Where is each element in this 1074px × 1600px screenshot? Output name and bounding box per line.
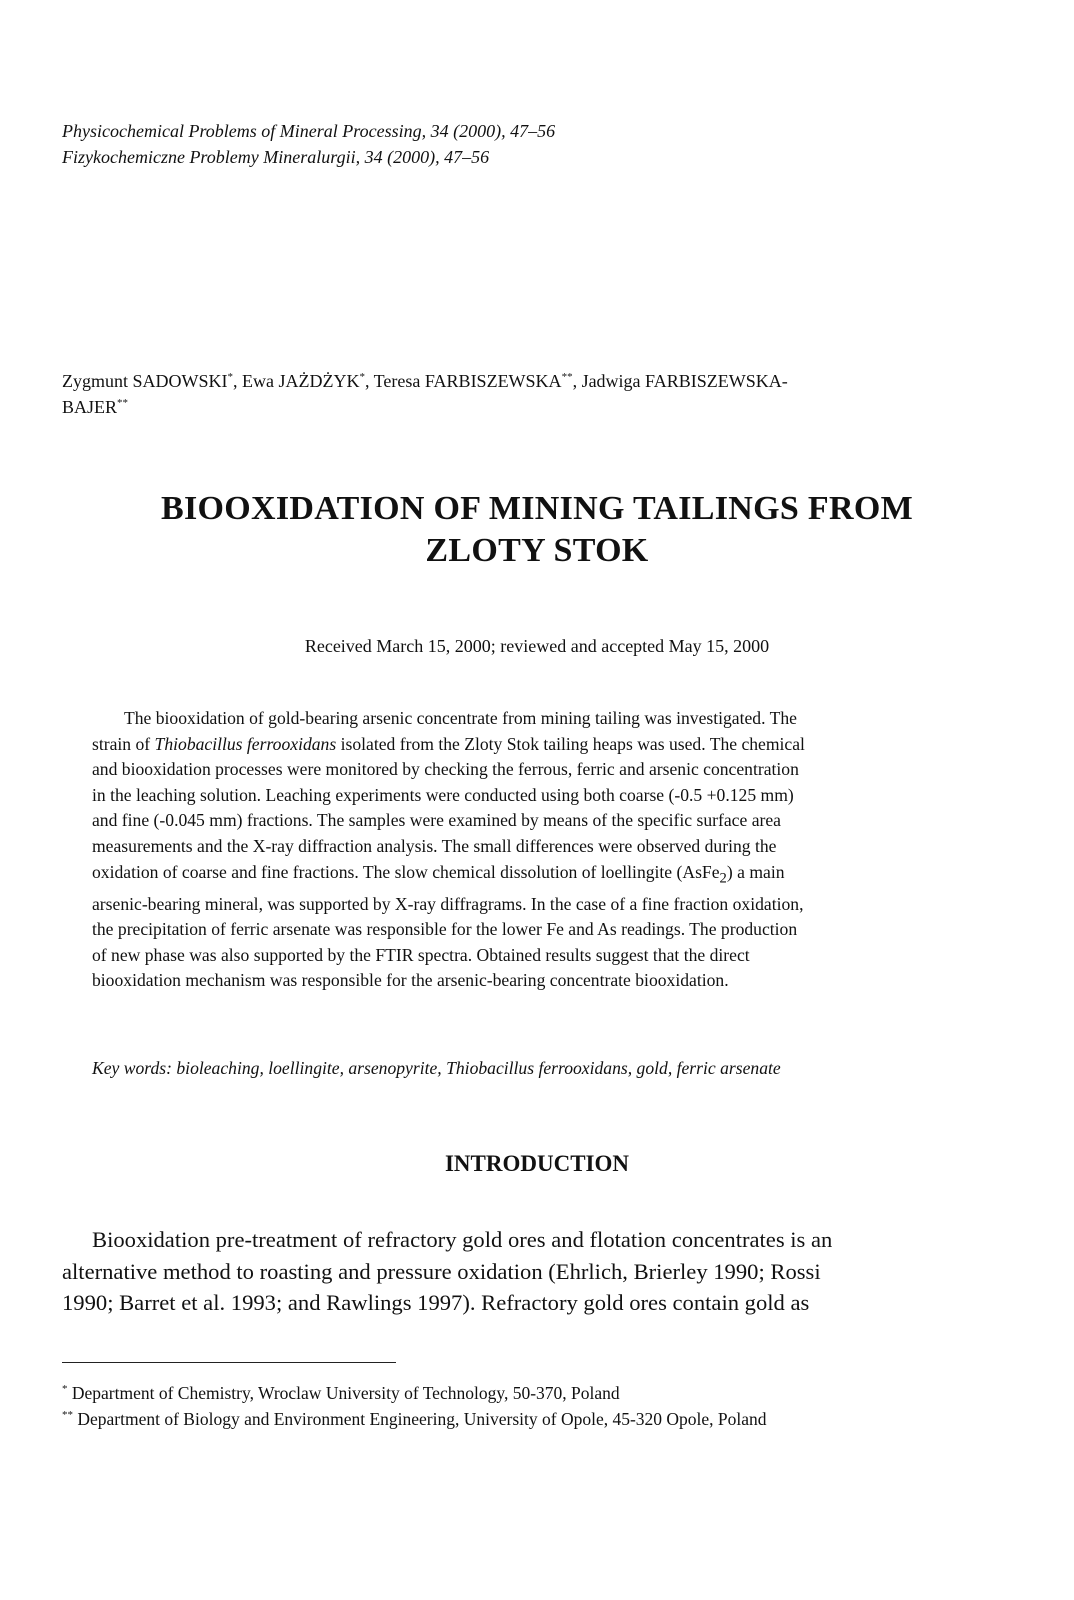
footnote: ** Department of Biology and Environment Engineering, University of Opole, 45-320 Opole, Poland — [62, 1409, 767, 1429]
body-paragraph — [62, 1224, 950, 1319]
journal-citation — [62, 118, 555, 170]
author-list: Zygmunt SADOWSKI*, Ewa JAŻDŻYK*, Teresa FARBISZEWSKA**, Jadwiga FARBISZEWSKA- BAJER** — [62, 371, 788, 417]
affiliation-mark: * — [359, 371, 365, 383]
abstract-line: strain of Thiobacillus ferrooxidans isolated from the Zloty Stok tailing heaps was used. The chemical — [92, 733, 805, 754]
abstract-line: and biooxidation processes were monitored by checking the ferrous, ferric and arsenic concentration — [92, 759, 799, 780]
journal-citation-polish: Fizykochemiczne Problemy Mineralurgii, 34 (2000), 47–56 — [62, 147, 490, 167]
keywords: Key words: bioleaching, loellingite, arsenopyrite, Thiobacillus ferrooxidans, gold, ferric arsenate — [92, 1058, 781, 1078]
abstract-line: of new phase was also supported by the FTIR spectra. Obtained results suggest that the direct — [92, 944, 750, 965]
paper-title-line: ZLOTY STOK — [425, 532, 649, 569]
author-name: Ewa JAŻDŻYK — [242, 371, 360, 391]
author-name: Jadwiga FARBISZEWSKA- — [581, 371, 788, 391]
journal-citation-english: Physicochemical Problems of Mineral Processing, 34 (2000), 47–56 — [62, 121, 556, 141]
received-dates: Received March 15, 2000; reviewed and accepted May 15, 2000 — [304, 636, 770, 656]
body-line: alternative method to roasting and pressure oxidation (Ehrlich, Brierley 1990; Rossi — [62, 1258, 821, 1284]
abstract-line: and fine (-0.045 mm) fractions. The samples were examined by means of the specific surface area — [92, 810, 781, 831]
abstract-line: oxidation of coarse and fine fractions. The slow chemical dissolution of loellingite (AsFe$_2$) a main — [92, 861, 785, 887]
abstract-line: biooxidation mechanism was responsible for the arsenic-bearing concentrate biooxidation. — [92, 970, 729, 991]
footnote-separator — [62, 1362, 396, 1363]
author-name: Teresa FARBISZEWSKA — [373, 371, 562, 391]
species-name: Thiobacillus ferrooxidans — [154, 733, 337, 754]
paper-title-line: BIOOXIDATION OF MINING TAILINGS FROM — [161, 490, 913, 527]
footnote-mark: ** — [62, 1409, 73, 1422]
abstract-line: arsenic-bearing mineral, was supported by X-ray diffragrams. In the case of a fine fraction oxidation, — [92, 893, 804, 914]
affiliation-mark: ** — [117, 397, 129, 409]
subscript: 2 — [719, 870, 727, 887]
footnote: * Department of Chemistry, Wroclaw University of Technology, 50-370, Poland — [62, 1383, 620, 1403]
abstract-line: measurements and the X-ray diffraction analysis. The small differences were observed during the — [92, 835, 777, 856]
affiliation-mark: ** — [561, 371, 573, 383]
abstract-line: The biooxidation of gold-bearing arsenic concentrate from mining tailing was investigated. The — [124, 708, 797, 728]
author-name-continued: BAJER — [62, 397, 118, 417]
author-name: Zygmunt SADOWSKI — [62, 371, 228, 391]
abstract-line: in the leaching solution. Leaching experiments were conducted using both coarse (-0.5 +0.125 mm) — [92, 784, 794, 805]
footnote-mark: * — [62, 1383, 68, 1396]
body-line: 1990; Barret et al. 1993; and Rawlings 1997). Refractory gold ores contain gold as — [62, 1290, 810, 1315]
body-line: Biooxidation pre-treatment of refractory gold ores and flotation concentrates is an — [92, 1227, 833, 1252]
abstract — [92, 706, 950, 994]
section-heading: INTRODUCTION — [444, 1151, 630, 1176]
affiliation-mark: * — [227, 371, 233, 383]
footnotes — [62, 1380, 962, 1432]
paper-title — [62, 488, 1012, 572]
abstract-line: the precipitation of ferric arsenate was responsible for the lower Fe and As readings. The production — [92, 919, 798, 940]
